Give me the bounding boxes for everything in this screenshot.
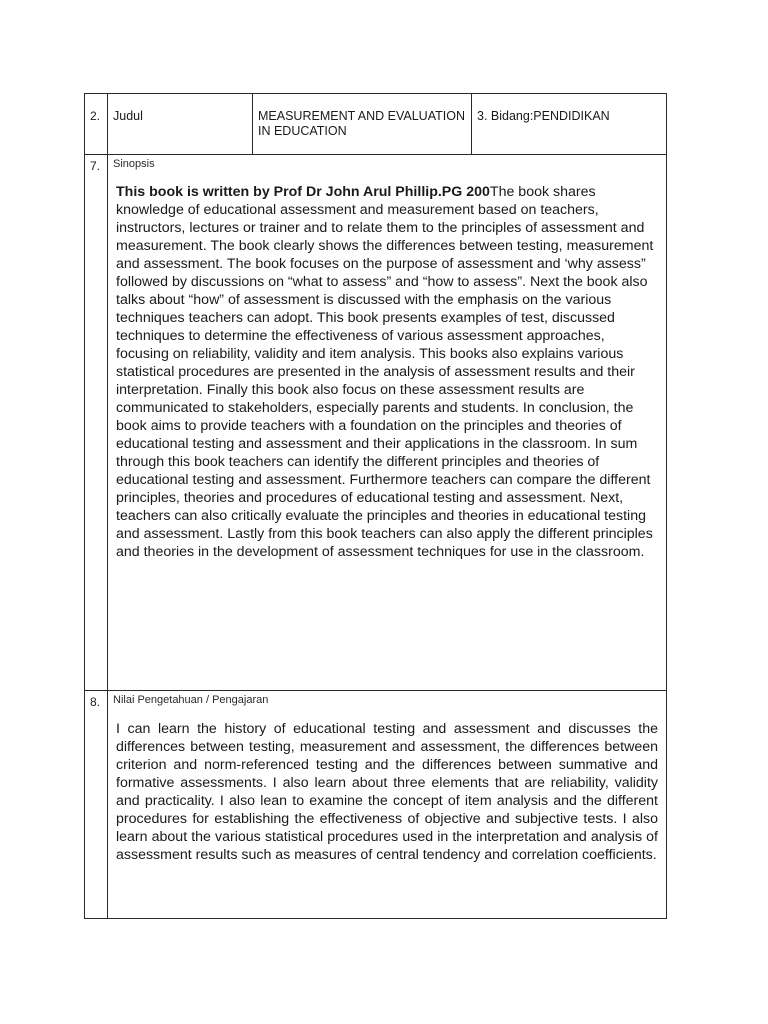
nilai-row [85,691,667,919]
sinopsis-body: The book shares knowledge of educational assessment and measurement based on teachers, instructors, lectures or trainer and to relate them to the principles of assessment and measurement. The book clearly shows the differences between testing, measurement and assessment. The book focuses on the purpose of assessment and ‘why assess” followed by discussions on “what to assess” and “how to assess”. Next the book also talks about “how” of assessment is discussed with the emphasis on the various techniques teachers can adopt. This book presents examples of test, discussed techniques to determine the effectiveness of various assessment approaches, focusing on reliability, validity and item analysis. This books also explains various statistical procedures are presented in the analysis of assessment results and their interpretation. Finally this book also focus on these assessment results are communicated to stakeholders, especially parents and students. In conclusion, the book aims to provide teachers with a foundation on the principles and theories of educational testing and assessment and their applications in the classroom. In sum through this book teachers can identify the different principles and theories of educational testing and assessment. Furthermore teachers can compare the different principles, theories and procedures of educational testing and assessment. Next, teachers can also critically evaluate the principles and theories in educational testing and assessment. Lastly from this book teachers can also apply the different principles and theories in the development of assessment techniques for use in the classroom. [116,184,654,560]
row-number: 7. [85,155,108,691]
book-title: MEASUREMENT AND EVALUATION IN EDUCATION [253,94,472,155]
sinopsis-cell [108,155,667,691]
sinopsis-lead: This book is written by Prof Dr John Arul Phillip.PG 200 [116,184,490,200]
title-row [85,94,667,155]
row-number: 2. [85,94,108,155]
nilai-text: I can learn the history of educational testing and assessment and discusses the differences between testing, measurement and assessment, the differences between criterion and norm-referenced testing and the differences between summative and formative assessments. I also learn about three elements that are reliability, validity and practicality. I also lean to examine the concept of item analysis and the different procedures for establishing the effectiveness of objective and subjective tests. I also learn about the various statistical procedures used in the interpretation and analysis of assessment results such as measures of central tendency and correlation coefficients. [116,721,658,863]
nilai-label: Nilai Pengetahuan / Pengajaran [113,694,269,706]
sinopsis-row [85,155,667,691]
title-label: Judul [108,94,253,155]
sinopsis-text [108,170,666,561]
sinopsis-label: Sinopsis [113,158,155,170]
field-bidang: 3. Bidang:PENDIDIKAN [472,94,667,155]
nilai-cell [108,691,667,919]
book-review-form [84,93,667,919]
row-number: 8. [85,691,108,919]
